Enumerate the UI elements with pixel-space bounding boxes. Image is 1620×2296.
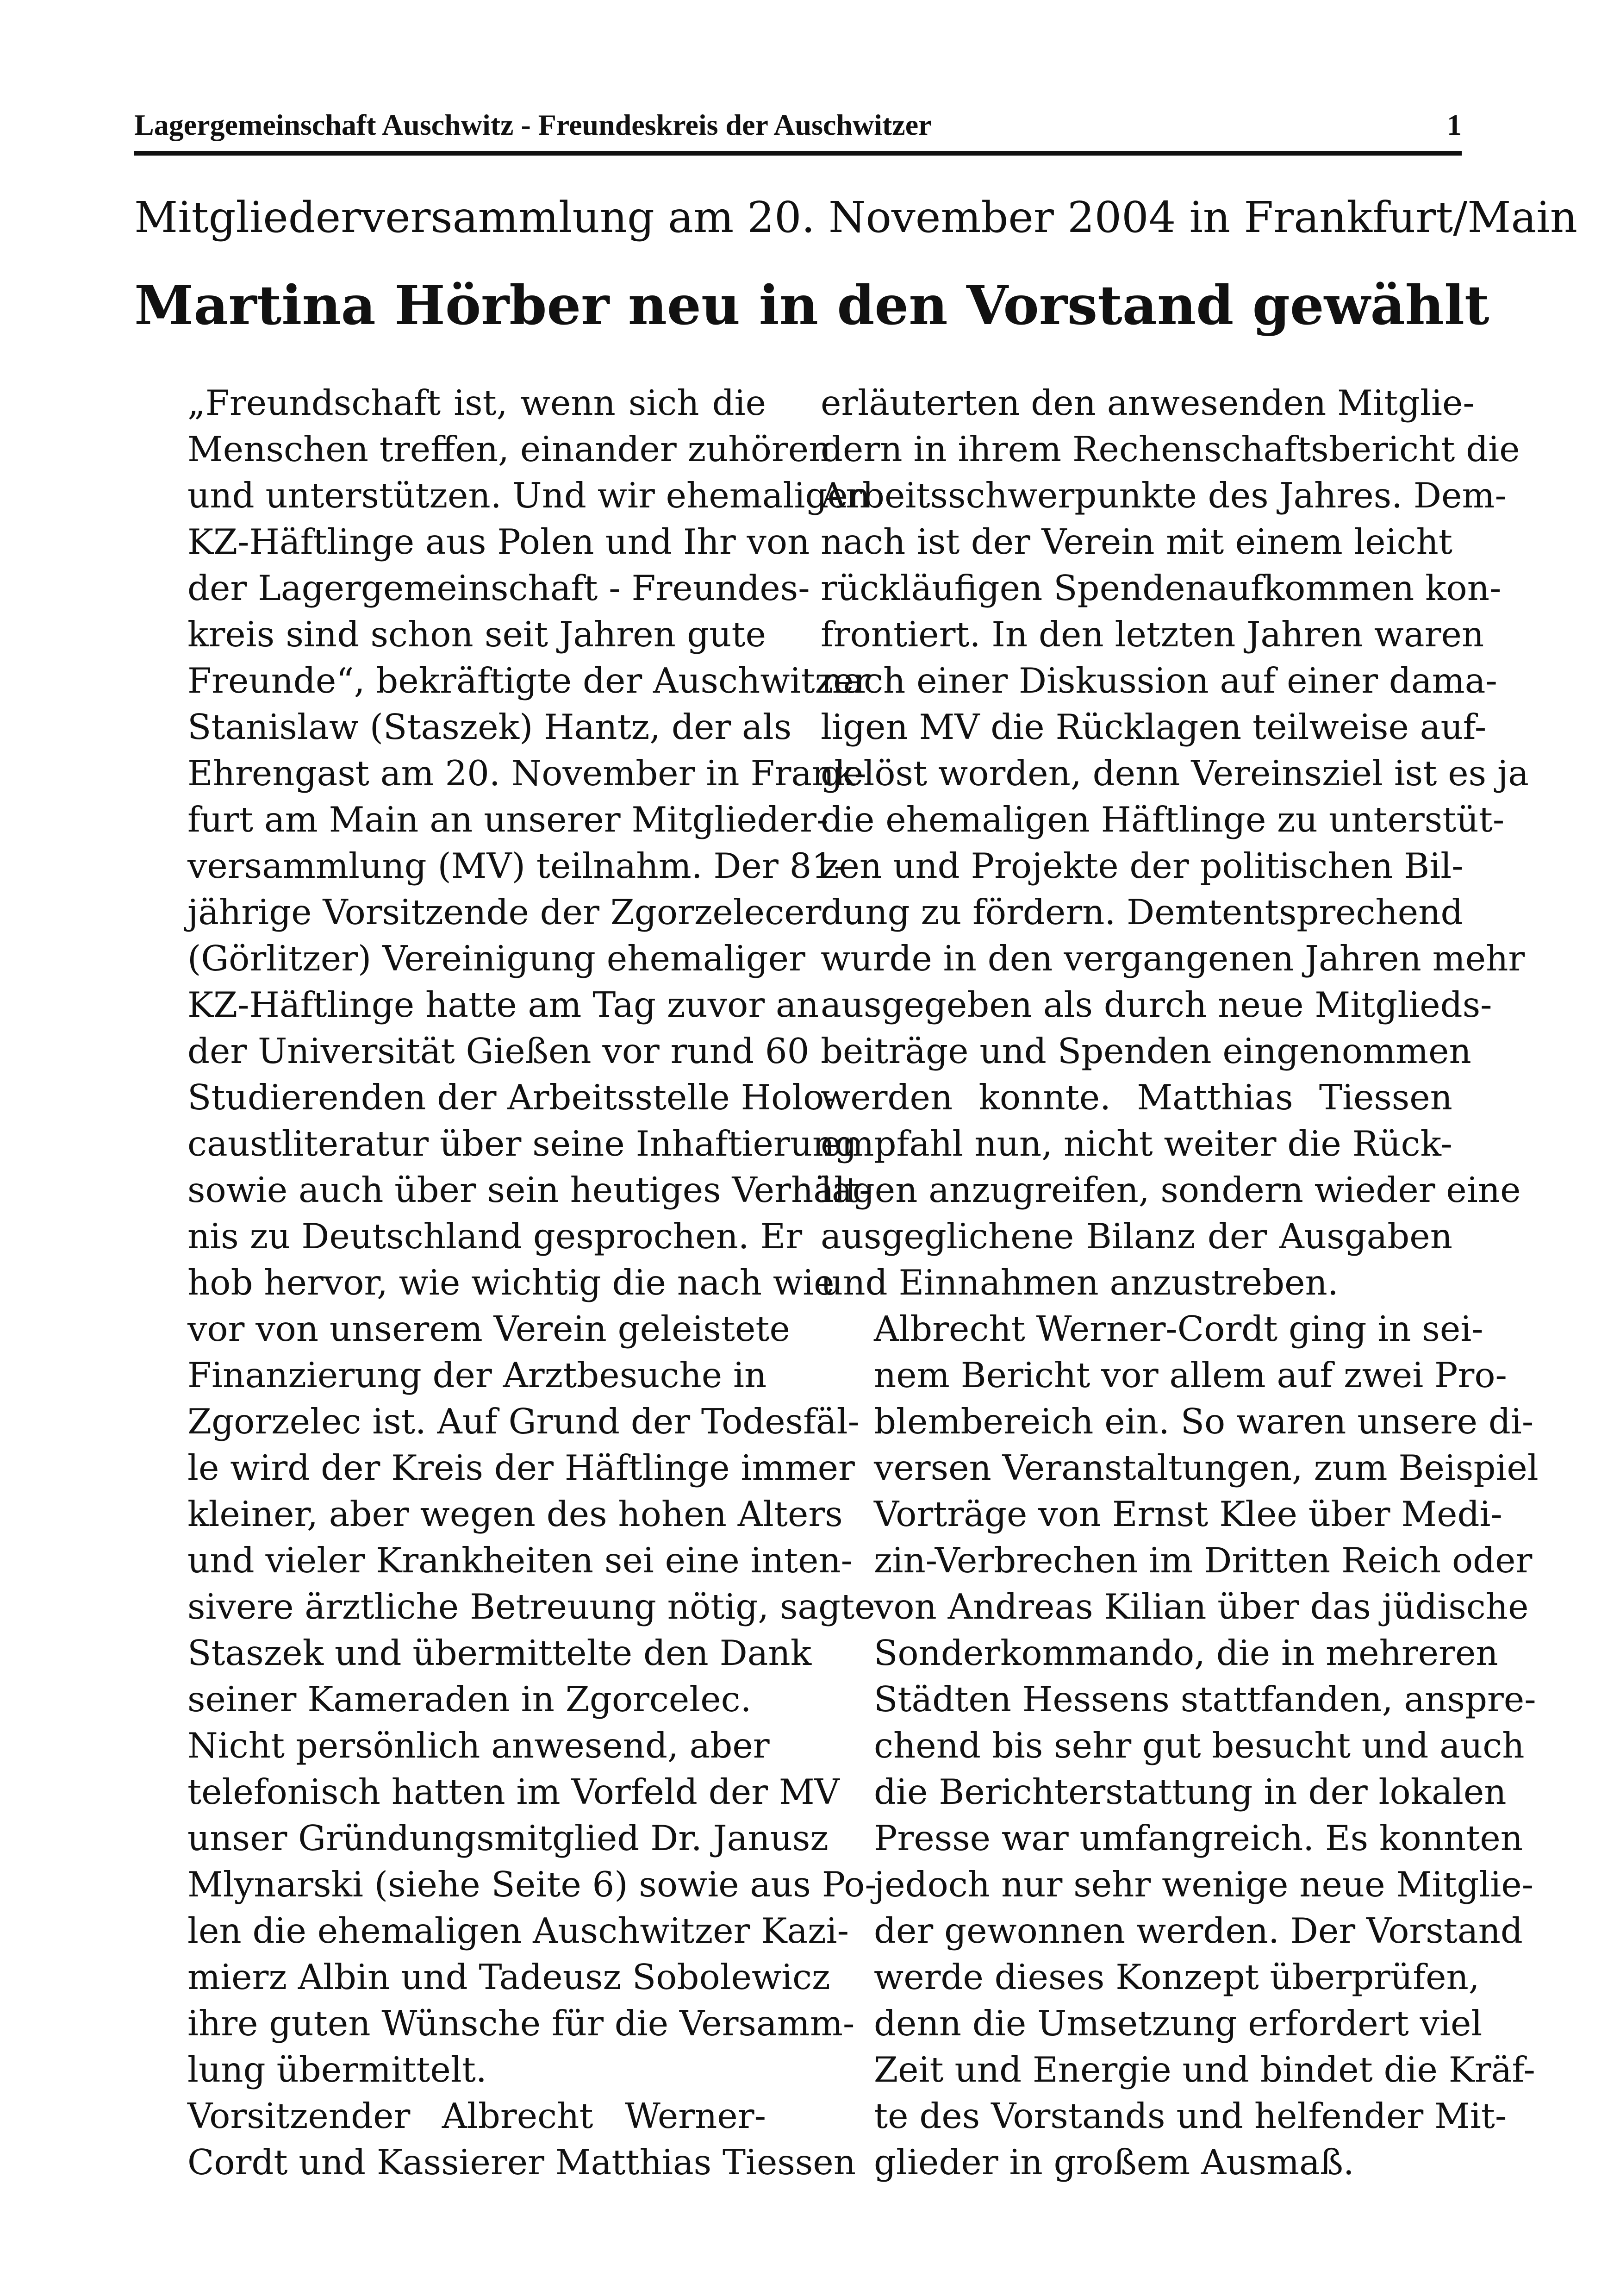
text-line: hob hervor, wie wichtig die nach wie: [187, 1262, 835, 1303]
text-line: dern in ihrem Rechenschaftsbericht die: [821, 429, 1520, 469]
text-line: denn die Umsetzung erfordert viel: [874, 2003, 1483, 2044]
text-line: glieder in großem Ausmaß.: [874, 2142, 1354, 2183]
text-line: blembereich ein. So waren unsere di-: [874, 1401, 1534, 1442]
text-line: der gewonnen werden. Der Vorstand: [874, 1910, 1523, 1951]
text-line: gelöst worden, denn Vereinsziel ist es ja: [821, 753, 1529, 794]
text-line: beiträge und Spenden eingenommen: [821, 1031, 1471, 1071]
text-line: empfahl nun, nicht weiter die Rück-: [821, 1123, 1452, 1164]
text-line: ligen MV die Rücklagen teilweise auf-: [821, 707, 1487, 747]
text-line: dung zu fördern. Demtentsprechend: [821, 892, 1463, 932]
text-line: caustliteratur über seine Inhaftierung: [187, 1123, 857, 1164]
text-line: Nicht persönlich anwesend, aber: [187, 1725, 770, 1766]
text-line: KZ-Häftlinge hatte am Tag zuvor an: [187, 984, 819, 1025]
text-line: Presse war umfangreich. Es konnten: [874, 1818, 1523, 1858]
text-line: Arbeitsschwerpunkte des Jahres. Dem-: [821, 475, 1507, 516]
paragraph: [821, 380, 1529, 1306]
text-line: Studierenden der Arbeitsstelle Holo-: [187, 1077, 836, 1118]
text-line: nach einer Diskussion auf einer dama-: [821, 660, 1497, 701]
text-line: sivere ärztliche Betreuung nötig, sagte: [187, 1586, 875, 1627]
text-line: telefonisch hatten im Vorfeld der MV: [187, 1771, 840, 1812]
page-number: 1: [1447, 108, 1462, 141]
text-line: Mlynarski (siehe Seite 6) sowie aus Po-: [187, 1864, 877, 1905]
text-line: werden konnte. Matthias Tiessen: [821, 1077, 1452, 1118]
headline: Martina Hörber neu in den Vorstand gewählt: [134, 274, 1489, 337]
text-line: Zeit und Energie und bindet die Kräf-: [874, 2049, 1535, 2090]
article-column-left: [134, 380, 877, 2185]
text-line: der Lagergemeinschaft - Freundes-: [187, 568, 810, 608]
text-line: te des Vorstands und helfender Mit-: [874, 2096, 1507, 2136]
text-line: lung übermittelt.: [187, 2049, 487, 2090]
text-line: und vieler Krankheiten sei eine inten-: [187, 1540, 853, 1581]
text-line: die Berichterstattung in der lokalen: [874, 1771, 1507, 1812]
text-line: Ehrengast am 20. November in Frank-: [187, 753, 866, 794]
text-line: len die ehemaligen Auschwitzer Kazi-: [187, 1910, 849, 1951]
text-line: vor von unserem Verein geleistete: [187, 1308, 790, 1349]
text-line: Städten Hessens stattfanden, anspre-: [874, 1679, 1536, 1720]
text-line: der Universität Gießen vor rund 60: [187, 1031, 810, 1071]
text-line: ausgeglichene Bilanz der Ausgaben: [821, 1216, 1452, 1257]
kicker: Mitgliederversammlung am 20. November 2004 in Frankfurt/Main: [134, 193, 1578, 242]
text-line: Cordt und Kassierer Matthias Tiessen: [187, 2142, 856, 2183]
paragraph: [134, 380, 875, 1722]
header-rule: [134, 151, 1462, 156]
text-line: ausgegeben als durch neue Mitglieds-: [821, 984, 1492, 1025]
text-line: und Einnahmen anzustreben.: [821, 1262, 1339, 1303]
text-line: Vorträge von Ernst Klee über Medi-: [874, 1494, 1502, 1534]
text-line: werde dieses Konzept überprüfen,: [874, 1957, 1480, 1997]
text-line: Albrecht Werner-Cordt ging in sei-: [874, 1308, 1483, 1349]
text-line: Finanzierung der Arztbesuche in: [187, 1355, 767, 1395]
paragraph: [134, 1722, 877, 2093]
text-line: unser Gründungsmitglied Dr. Janusz: [187, 1818, 829, 1858]
text-line: zen und Projekte der politischen Bil-: [821, 845, 1464, 886]
text-line: versen Veranstaltungen, zum Beispiel: [874, 1447, 1539, 1488]
text-line: mierz Albin und Tadeusz Sobolewicz: [187, 1957, 830, 1997]
text-line: Vorsitzender Albrecht Werner-: [187, 2096, 766, 2136]
text-line: furt am Main an unserer Mitglieder-: [187, 799, 829, 840]
text-line: Menschen treffen, einander zuhören: [187, 429, 831, 469]
text-line: frontiert. In den letzten Jahren waren: [821, 614, 1484, 655]
text-line: jährige Vorsitzende der Zgorzelecer: [187, 892, 822, 932]
text-line: Staszek und übermittelte den Dank: [187, 1633, 812, 1673]
text-line: nis zu Deutschland gesprochen. Er: [187, 1216, 803, 1257]
text-line: seiner Kameraden in Zgorcelec.: [187, 1679, 752, 1720]
text-line: chend bis sehr gut besucht und auch: [874, 1725, 1525, 1766]
text-line: Sonderkommando, die in mehreren: [874, 1633, 1498, 1673]
text-line: ihre guten Wünsche für die Versamm-: [187, 2003, 855, 2044]
text-line: die ehemaligen Häftlinge zu unterstüt-: [821, 799, 1505, 840]
text-line: wurde in den vergangenen Jahren mehr: [821, 938, 1525, 979]
article-column-right: [821, 380, 1539, 2185]
text-line: Stanislaw (Staszek) Hantz, der als: [187, 707, 792, 747]
text-line: erläuterten den anwesenden Mitglie-: [821, 382, 1475, 423]
text-line: und unterstützen. Und wir ehemaligen: [187, 475, 871, 516]
text-line: nach ist der Verein mit einem leicht: [821, 521, 1452, 562]
text-line: lagen anzugreifen, sondern wieder eine: [821, 1170, 1521, 1210]
paragraph: [134, 2093, 856, 2185]
text-line: „Freundschaft ist, wenn sich die: [187, 382, 766, 423]
paragraph: [821, 1306, 1539, 2185]
text-line: von Andreas Kilian über das jüdische: [874, 1586, 1529, 1627]
text-line: nem Bericht vor allem auf zwei Pro-: [874, 1355, 1507, 1395]
text-line: Zgorzelec ist. Auf Grund der Todesfäl-: [187, 1401, 860, 1442]
text-line: sowie auch über sein heutiges Verhält-: [187, 1170, 871, 1210]
running-head-title: Lagergemeinschaft Auschwitz - Freundeskreis der Auschwitzer: [134, 108, 932, 141]
text-line: versammlung (MV) teilnahm. Der 81-: [187, 845, 846, 886]
text-line: rückläufigen Spendenaufkommen kon-: [821, 568, 1502, 608]
text-line: le wird der Kreis der Häftlinge immer: [187, 1447, 855, 1488]
text-line: jedoch nur sehr wenige neue Mitglie-: [874, 1864, 1534, 1905]
text-line: KZ-Häftlinge aus Polen und Ihr von: [187, 521, 810, 562]
running-head: [134, 103, 1462, 147]
text-line: Freunde“, bekräftigte der Auschwitzer: [187, 660, 871, 701]
text-line: (Görlitzer) Vereinigung ehemaliger: [187, 938, 805, 979]
text-line: kleiner, aber wegen des hohen Alters: [187, 1494, 843, 1534]
text-line: kreis sind schon seit Jahren gute: [187, 614, 766, 655]
text-line: zin-Verbrechen im Dritten Reich oder: [874, 1540, 1533, 1581]
